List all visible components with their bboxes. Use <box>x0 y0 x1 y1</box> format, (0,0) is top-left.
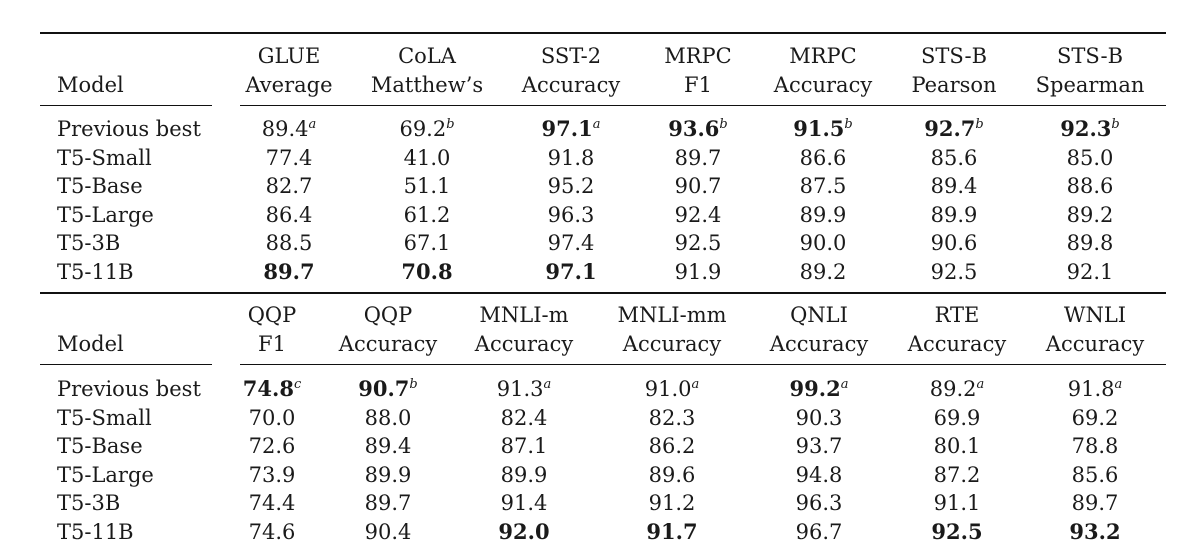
model-name: T5-Small <box>57 405 152 430</box>
table-cell <box>931 520 982 544</box>
cell-value: 92.7 <box>924 116 976 141</box>
column-header: STS-B Pearson <box>911 44 997 97</box>
table-cell <box>501 491 548 515</box>
cell-value: 89.9 <box>364 462 412 487</box>
footnote-marker: a <box>543 377 552 392</box>
cell-value: 89.7 <box>364 491 412 516</box>
table-rule <box>40 292 1166 294</box>
cell-value: 96.3 <box>547 202 595 227</box>
cell-value: 88.6 <box>1066 174 1114 199</box>
table-cell <box>548 203 595 227</box>
model-name: T5-Large <box>57 202 154 227</box>
cell-value: 95.2 <box>547 174 595 199</box>
model-name: T5-11B <box>57 260 134 284</box>
cell-value: 69.9 <box>933 405 981 430</box>
column-header-model: Model <box>57 332 124 356</box>
table-cell <box>931 203 978 227</box>
cell-value: 88.0 <box>364 405 412 430</box>
table-cell <box>675 231 722 255</box>
cell-value: 92.3 <box>1060 116 1112 141</box>
cell-value: 86.4 <box>265 202 313 227</box>
model-name: Previous best <box>57 117 201 141</box>
table-cell <box>675 146 722 170</box>
cell-value: 91.7 <box>646 519 698 544</box>
cell-value: 91.8 <box>1067 377 1115 401</box>
footnote-marker: b <box>446 117 455 132</box>
cell-value: 97.4 <box>547 231 595 256</box>
table-cell <box>1072 463 1119 487</box>
table-cell <box>934 434 981 458</box>
column-header: RTE Accuracy <box>907 303 1007 356</box>
table-cell <box>263 260 314 284</box>
table-cell <box>1067 174 1114 198</box>
table-cell <box>800 174 847 198</box>
cell-value: 85.6 <box>930 145 978 170</box>
cell-value: 91.5 <box>793 116 845 141</box>
cell-value: 91.9 <box>674 260 722 284</box>
column-header: QQP F1 <box>247 303 297 356</box>
footnote-marker: b <box>844 117 853 132</box>
table-cell <box>1072 491 1119 515</box>
table-cell <box>266 203 313 227</box>
cell-value: 90.7 <box>674 174 722 199</box>
table-rule <box>240 364 1166 365</box>
table-cell <box>404 174 451 198</box>
table-rule <box>40 105 212 106</box>
column-header-model: Model <box>57 73 124 97</box>
footnote-marker: b <box>1111 117 1120 132</box>
cell-value: 92.0 <box>498 519 550 544</box>
table-cell <box>649 434 696 458</box>
cell-value: 51.1 <box>403 174 451 199</box>
table-cell <box>266 174 313 198</box>
cell-value: 97.1 <box>545 259 597 284</box>
cell-value: 89.7 <box>263 259 315 284</box>
table-cell <box>249 520 296 544</box>
table-cell <box>800 203 847 227</box>
table-cell <box>924 117 983 141</box>
table-cell <box>800 260 847 284</box>
column-header: CoLA Matthew’s <box>370 44 484 97</box>
table-cell <box>675 260 722 284</box>
cell-value: 41.0 <box>403 145 451 170</box>
cell-value: 89.8 <box>1066 231 1114 256</box>
cell-value: 91.1 <box>933 491 981 516</box>
table-cell <box>931 231 978 255</box>
table-cell <box>796 406 843 430</box>
cell-value: 92.5 <box>931 519 983 544</box>
footnote-marker: a <box>308 117 317 132</box>
table-cell <box>548 231 595 255</box>
table-cell <box>243 377 301 401</box>
column-header: QQP Accuracy <box>338 303 438 356</box>
cell-value: 74.6 <box>248 520 296 544</box>
table-cell <box>1072 434 1119 458</box>
table-cell <box>404 146 451 170</box>
cell-value: 88.5 <box>265 231 313 256</box>
cell-value: 87.2 <box>933 462 981 487</box>
column-header: SST-2 Accuracy <box>521 44 621 97</box>
cell-value: 93.6 <box>668 116 720 141</box>
table-cell <box>365 434 412 458</box>
table-cell <box>545 260 596 284</box>
table-cell <box>498 520 549 544</box>
column-header: QNLI Accuracy <box>769 303 869 356</box>
model-name: T5-11B <box>57 520 134 544</box>
table-cell <box>931 174 978 198</box>
cell-value: 89.2 <box>1066 202 1114 227</box>
table-cell <box>796 463 843 487</box>
table-cell <box>934 491 981 515</box>
table-cell <box>249 491 296 515</box>
table-cell <box>501 463 548 487</box>
cell-value: 93.7 <box>795 434 843 459</box>
footnote-marker: b <box>409 377 418 392</box>
table-cell <box>249 463 296 487</box>
cell-value: 96.3 <box>795 491 843 516</box>
cell-value: 89.9 <box>799 202 847 227</box>
column-header: WNLI Accuracy <box>1045 303 1145 356</box>
cell-value: 85.0 <box>1066 145 1114 170</box>
table-cell <box>649 491 696 515</box>
table-cell <box>548 146 595 170</box>
table-cell <box>934 406 981 430</box>
cell-value: 69.2 <box>1071 405 1119 430</box>
table-cell <box>793 117 852 141</box>
table-cell <box>401 260 452 284</box>
table-cell <box>649 463 696 487</box>
table-cell <box>668 117 727 141</box>
cell-value: 61.2 <box>403 202 451 227</box>
table-rule <box>40 364 212 365</box>
cell-value: 67.1 <box>403 231 451 256</box>
cell-value: 91.3 <box>496 377 544 401</box>
cell-value: 72.6 <box>248 434 296 459</box>
cell-value: 97.1 <box>541 116 593 141</box>
model-name: T5-3B <box>57 231 121 256</box>
table-cell <box>1067 203 1114 227</box>
cell-value: 69.2 <box>399 117 447 141</box>
cell-value: 82.4 <box>500 405 548 430</box>
footnote-marker: a <box>840 377 849 392</box>
footnote-marker: c <box>293 377 302 392</box>
cell-value: 92.1 <box>1066 260 1114 284</box>
column-header: GLUE Average <box>245 44 333 97</box>
footnote-marker: a <box>592 117 601 132</box>
footnote-marker: a <box>976 377 985 392</box>
cell-value: 86.2 <box>648 434 696 459</box>
footnote-marker: a <box>1114 377 1123 392</box>
cell-value: 87.5 <box>799 174 847 199</box>
cell-value: 91.0 <box>644 377 692 401</box>
column-header: MNLI-mm Accuracy <box>617 303 727 356</box>
cell-value: 89.2 <box>929 377 977 401</box>
cell-value: 74.8 <box>242 376 294 401</box>
table-cell <box>358 377 417 401</box>
cell-value: 89.4 <box>364 434 412 459</box>
cell-value: 70.8 <box>401 259 453 284</box>
cell-value: 80.1 <box>933 434 981 459</box>
cell-value: 90.7 <box>358 376 410 401</box>
cell-value: 74.4 <box>248 491 296 516</box>
model-name: T5-Large <box>57 462 154 487</box>
table-cell <box>365 463 412 487</box>
cell-value: 89.4 <box>930 174 978 199</box>
model-name: T5-Small <box>57 145 152 170</box>
cell-value: 89.7 <box>1071 491 1119 516</box>
table-cell <box>790 377 849 401</box>
table-cell <box>404 231 451 255</box>
cell-value: 90.4 <box>364 520 412 544</box>
table-cell <box>649 406 696 430</box>
table-rule <box>240 105 1166 106</box>
cell-value: 89.7 <box>674 145 722 170</box>
column-header: STS-B Spearman <box>1035 44 1145 97</box>
footnote-marker: b <box>975 117 984 132</box>
table-cell <box>501 406 548 430</box>
table-cell <box>399 117 454 141</box>
table-cell <box>266 231 313 255</box>
cell-value: 89.9 <box>930 202 978 227</box>
cell-value: 77.4 <box>265 145 313 170</box>
table-cell <box>1067 260 1114 284</box>
cell-value: 99.2 <box>789 376 841 401</box>
table-cell <box>1069 520 1120 544</box>
table-cell <box>548 174 595 198</box>
table-cell <box>266 146 313 170</box>
table-cell <box>930 377 985 401</box>
model-name: T5-Base <box>57 174 143 199</box>
cell-value: 92.4 <box>674 202 722 227</box>
table-cell <box>796 491 843 515</box>
table-cell <box>404 203 451 227</box>
table-cell <box>249 434 296 458</box>
model-name: Previous best <box>57 377 201 401</box>
table-cell <box>501 434 548 458</box>
model-name: T5-3B <box>57 491 121 516</box>
cell-value: 89.9 <box>500 462 548 487</box>
table-rule <box>40 32 1166 34</box>
footnote-marker: a <box>691 377 700 392</box>
table-cell <box>365 491 412 515</box>
table-cell <box>262 117 317 141</box>
cell-value: 91.4 <box>500 491 548 516</box>
model-name: T5-Base <box>57 434 143 459</box>
cell-value: 70.0 <box>248 405 296 430</box>
table-cell <box>645 377 700 401</box>
table-cell <box>1060 117 1119 141</box>
cell-value: 91.2 <box>648 491 696 516</box>
cell-value: 73.9 <box>248 462 296 487</box>
cell-value: 82.3 <box>648 405 696 430</box>
table-cell <box>931 260 978 284</box>
cell-value: 91.8 <box>547 145 595 170</box>
table-cell <box>1068 377 1123 401</box>
cell-value: 82.7 <box>265 174 313 199</box>
table-cell <box>796 520 843 544</box>
table-cell <box>931 146 978 170</box>
table-cell <box>365 520 412 544</box>
table-cell <box>796 434 843 458</box>
cell-value: 90.0 <box>799 231 847 256</box>
table-cell <box>1072 406 1119 430</box>
cell-value: 85.6 <box>1071 462 1119 487</box>
cell-value: 92.5 <box>930 260 978 284</box>
cell-value: 89.2 <box>799 260 847 284</box>
cell-value: 86.6 <box>799 145 847 170</box>
table-cell <box>497 377 552 401</box>
table-cell <box>934 463 981 487</box>
table-cell <box>542 117 601 141</box>
table-cell <box>675 203 722 227</box>
cell-value: 90.3 <box>795 405 843 430</box>
table-cell <box>1067 231 1114 255</box>
column-header: MRPC F1 <box>664 44 732 97</box>
cell-value: 92.5 <box>674 231 722 256</box>
cell-value: 87.1 <box>500 434 548 459</box>
cell-value: 78.8 <box>1071 434 1119 459</box>
cell-value: 89.6 <box>648 462 696 487</box>
cell-value: 89.4 <box>261 117 309 141</box>
footnote-marker: b <box>719 117 728 132</box>
table-cell <box>800 231 847 255</box>
cell-value: 96.7 <box>795 520 843 544</box>
cell-value: 93.2 <box>1069 519 1121 544</box>
table-cell <box>249 406 296 430</box>
table-cell <box>675 174 722 198</box>
table-cell <box>646 520 697 544</box>
table-cell <box>800 146 847 170</box>
column-header: MRPC Accuracy <box>773 44 873 97</box>
table-cell <box>1067 146 1114 170</box>
column-header: MNLI-m Accuracy <box>474 303 574 356</box>
cell-value: 94.8 <box>795 462 843 487</box>
table-cell <box>365 406 412 430</box>
cell-value: 90.6 <box>930 231 978 256</box>
